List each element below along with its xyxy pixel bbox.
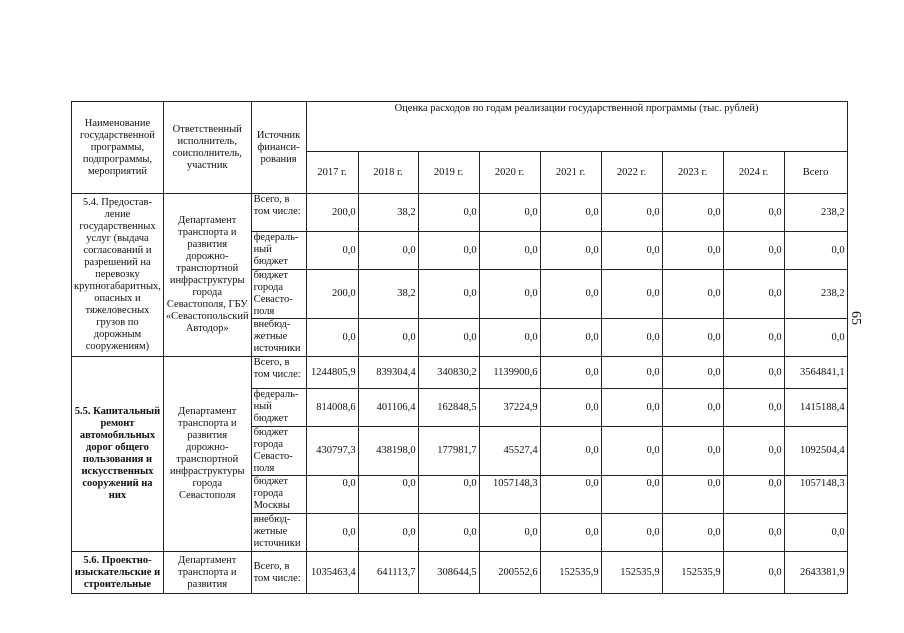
year-header: 2021 г. — [540, 152, 601, 194]
value-cell: 1035463,4 — [306, 552, 358, 594]
value-cell: 430797,3 — [306, 427, 358, 476]
table-row — [72, 194, 848, 232]
value-cell: 0,0 — [358, 514, 418, 552]
total-cell: 1057148,3 — [784, 476, 847, 514]
budget-table — [71, 101, 848, 594]
funding-source: внебюд-жетные источники — [251, 319, 306, 357]
value-cell: 0,0 — [723, 270, 784, 319]
value-cell: 0,0 — [358, 319, 418, 357]
year-header: 2017 г. — [306, 152, 358, 194]
value-cell: 1244805,9 — [306, 357, 358, 389]
value-cell: 0,0 — [601, 427, 662, 476]
executor: Департамент транспорта и развития дорожно-транспортной инфраструктуры города Севастополя — [163, 357, 251, 552]
total-cell: 0,0 — [784, 232, 847, 270]
value-cell: 0,0 — [418, 319, 479, 357]
value-cell: 0,0 — [662, 514, 723, 552]
funding-source: бюджет города Севасто-поля — [251, 427, 306, 476]
value-cell: 438198,0 — [358, 427, 418, 476]
funding-source: Всего, в том числе: — [251, 357, 306, 389]
value-cell: 0,0 — [601, 476, 662, 514]
value-cell: 200,0 — [306, 270, 358, 319]
value-cell: 0,0 — [601, 319, 662, 357]
year-header: 2018 г. — [358, 152, 418, 194]
value-cell: 0,0 — [601, 194, 662, 232]
value-cell: 0,0 — [418, 270, 479, 319]
measure-name: 5.4. Предостав-ление государственных услуг (выдача согласований и разрешений на перевозку крупногабаритных, опасных и тяжеловесных грузов по дорожным сооружениям) — [72, 194, 164, 357]
value-cell: 0,0 — [662, 476, 723, 514]
value-cell: 308644,5 — [418, 552, 479, 594]
value-cell: 38,2 — [358, 270, 418, 319]
measure-name: 5.5. Капитальный ремонт автомобильных дорог общего пользования и искусственных сооружений на них — [72, 357, 164, 552]
value-cell: 0,0 — [662, 319, 723, 357]
value-cell: 0,0 — [358, 476, 418, 514]
funding-source: федераль-ный бюджет — [251, 232, 306, 270]
value-cell: 162848,5 — [418, 389, 479, 427]
value-cell: 0,0 — [662, 389, 723, 427]
value-cell: 0,0 — [540, 232, 601, 270]
total-cell: 0,0 — [784, 514, 847, 552]
total-cell: 1092504,4 — [784, 427, 847, 476]
value-cell: 0,0 — [306, 476, 358, 514]
total-cell: 0,0 — [784, 319, 847, 357]
header-estimate: Оценка расходов по годам реализации государственной программы (тыс. рублей) — [306, 102, 847, 152]
value-cell: 200,0 — [306, 194, 358, 232]
value-cell: 152535,9 — [601, 552, 662, 594]
value-cell: 0,0 — [540, 357, 601, 389]
total-header: Всего — [784, 152, 847, 194]
value-cell: 0,0 — [601, 357, 662, 389]
measure-name: 5.6. Проектно-изыскательские и строительные — [72, 552, 164, 594]
funding-source: Всего, в том числе: — [251, 194, 306, 232]
value-cell: 0,0 — [479, 514, 540, 552]
executor: Департамент транспорта и развития дорожно-транспортной инфраструктуры города Севастополя, ГБУ «Севастопольский Автодор» — [163, 194, 251, 357]
value-cell: 200552,6 — [479, 552, 540, 594]
total-cell: 238,2 — [784, 270, 847, 319]
value-cell: 0,0 — [662, 427, 723, 476]
value-cell: 0,0 — [479, 319, 540, 357]
funding-source: бюджет города Москвы — [251, 476, 306, 514]
funding-source: федераль-ный бюджет — [251, 389, 306, 427]
value-cell: 0,0 — [540, 194, 601, 232]
year-header: 2019 г. — [418, 152, 479, 194]
header-source: Источник финанси-рования — [251, 102, 306, 194]
value-cell: 340830,2 — [418, 357, 479, 389]
total-cell: 2643381,9 — [784, 552, 847, 594]
value-cell: 0,0 — [540, 476, 601, 514]
table-row — [72, 357, 848, 389]
year-header: 2022 г. — [601, 152, 662, 194]
value-cell: 0,0 — [306, 319, 358, 357]
executor: Департамент транспорта и развития — [163, 552, 251, 594]
value-cell: 0,0 — [479, 270, 540, 319]
value-cell: 0,0 — [479, 232, 540, 270]
total-cell: 3564841,1 — [784, 357, 847, 389]
value-cell: 152535,9 — [662, 552, 723, 594]
value-cell: 0,0 — [723, 232, 784, 270]
value-cell: 38,2 — [358, 194, 418, 232]
value-cell: 0,0 — [662, 270, 723, 319]
value-cell: 0,0 — [723, 427, 784, 476]
value-cell: 152535,9 — [540, 552, 601, 594]
value-cell: 0,0 — [418, 232, 479, 270]
total-cell: 238,2 — [784, 194, 847, 232]
header-executor: Ответственный исполнитель, соисполнитель, участник — [163, 102, 251, 194]
value-cell: 0,0 — [723, 514, 784, 552]
value-cell: 0,0 — [601, 514, 662, 552]
value-cell: 1057148,3 — [479, 476, 540, 514]
value-cell: 0,0 — [418, 194, 479, 232]
value-cell: 0,0 — [306, 514, 358, 552]
value-cell: 401106,4 — [358, 389, 418, 427]
value-cell: 0,0 — [540, 427, 601, 476]
value-cell: 0,0 — [723, 194, 784, 232]
value-cell: 177981,7 — [418, 427, 479, 476]
header-name: Наименование государственной программы, подпрограммы, мероприятий — [72, 102, 164, 194]
page-number: 65 — [848, 311, 863, 325]
funding-source: Всего, в том числе: — [251, 552, 306, 594]
value-cell: 0,0 — [418, 476, 479, 514]
value-cell: 0,0 — [540, 514, 601, 552]
funding-source: бюджет города Севасто-поля — [251, 270, 306, 319]
value-cell: 0,0 — [601, 389, 662, 427]
value-cell: 0,0 — [723, 319, 784, 357]
value-cell: 0,0 — [662, 357, 723, 389]
value-cell: 0,0 — [540, 389, 601, 427]
value-cell: 0,0 — [601, 232, 662, 270]
year-header: 2023 г. — [662, 152, 723, 194]
value-cell: 814008,6 — [306, 389, 358, 427]
total-cell: 1415188,4 — [784, 389, 847, 427]
value-cell: 37224,9 — [479, 389, 540, 427]
value-cell: 0,0 — [479, 194, 540, 232]
value-cell: 0,0 — [306, 232, 358, 270]
value-cell: 0,0 — [601, 270, 662, 319]
value-cell: 0,0 — [662, 194, 723, 232]
value-cell: 0,0 — [418, 514, 479, 552]
table-row — [72, 552, 848, 594]
value-cell: 0,0 — [723, 357, 784, 389]
value-cell: 0,0 — [358, 232, 418, 270]
value-cell: 839304,4 — [358, 357, 418, 389]
value-cell: 641113,7 — [358, 552, 418, 594]
value-cell: 0,0 — [723, 476, 784, 514]
value-cell: 0,0 — [723, 552, 784, 594]
value-cell: 0,0 — [540, 270, 601, 319]
value-cell: 0,0 — [723, 389, 784, 427]
year-header: 2020 г. — [479, 152, 540, 194]
value-cell: 1139900,6 — [479, 357, 540, 389]
year-header: 2024 г. — [723, 152, 784, 194]
value-cell: 0,0 — [540, 319, 601, 357]
value-cell: 0,0 — [662, 232, 723, 270]
value-cell: 45527,4 — [479, 427, 540, 476]
funding-source: внебюд-жетные источники — [251, 514, 306, 552]
